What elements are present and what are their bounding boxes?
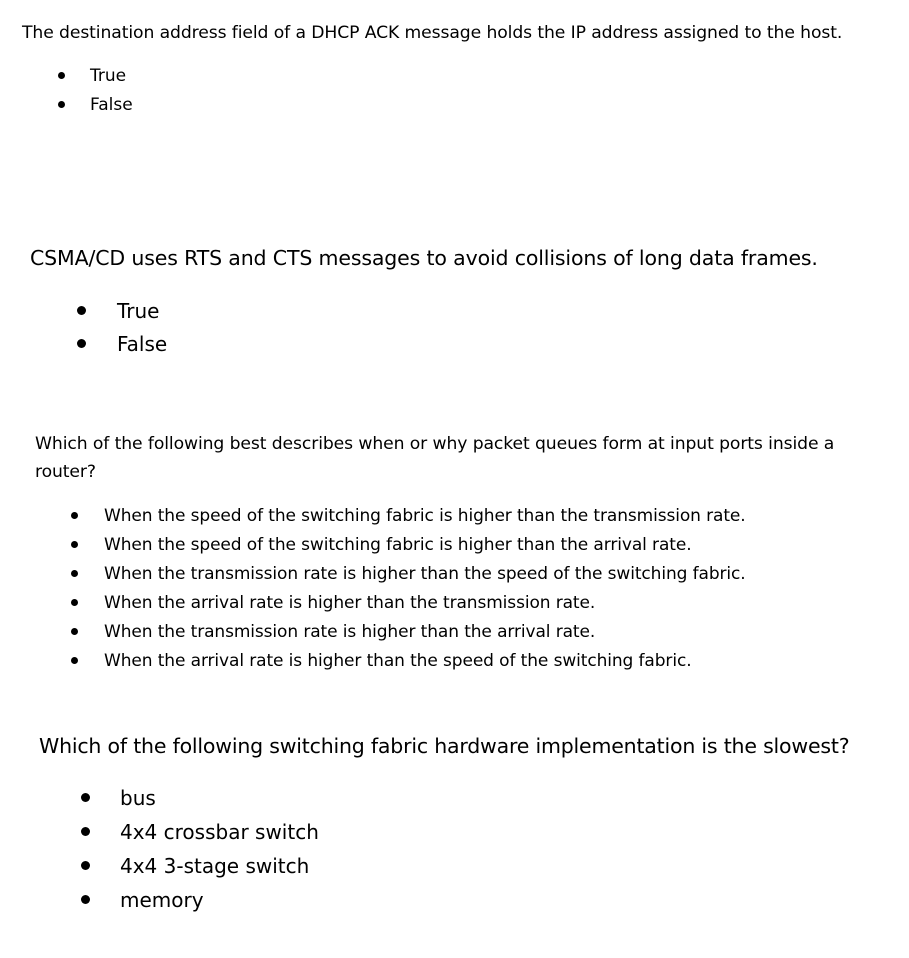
option-item [0, 531, 746, 560]
option-label: False [117, 332, 168, 356]
bullet-icon [81, 793, 90, 802]
question-text: Which of the following switching fabric hardware implementation is the slowest? [39, 734, 850, 758]
bullet-icon [71, 657, 78, 664]
option-item [0, 502, 746, 531]
bullet-icon [71, 570, 78, 577]
option-item [0, 589, 746, 618]
option-item [0, 647, 746, 676]
bullet-icon [81, 827, 90, 836]
option-item [0, 328, 167, 361]
option-item [0, 884, 319, 918]
option-item [0, 295, 167, 328]
option-label: When the transmission rate is higher than the speed of the switching fabric. [104, 564, 746, 584]
options-list [0, 782, 319, 918]
bullet-icon [71, 628, 78, 635]
question-text: Which of the following best describes when or why packet queues form at input ports inside a router? [35, 434, 835, 482]
option-item [0, 618, 746, 647]
option-label: True [117, 299, 160, 323]
bullet-icon [71, 599, 78, 606]
bullet-icon [77, 306, 86, 315]
option-label: 4x4 3-stage switch [120, 854, 310, 878]
option-item [0, 850, 319, 884]
bullet-icon [58, 72, 65, 79]
option-label: memory [120, 888, 204, 912]
question-text: The destination address field of a DHCP ACK message holds the IP address assigned to the host. [22, 23, 843, 43]
bullet-icon [71, 512, 78, 519]
option-label: When the transmission rate is higher than the arrival rate. [104, 622, 596, 642]
option-label: 4x4 crossbar switch [120, 820, 319, 844]
options-list [0, 295, 167, 361]
bullet-icon [58, 101, 65, 108]
bullet-icon [71, 541, 78, 548]
option-label: False [90, 95, 133, 115]
bullet-icon [77, 339, 86, 348]
option-item [0, 63, 133, 92]
option-item [0, 782, 319, 816]
option-label: When the speed of the switching fabric is higher than the arrival rate. [104, 535, 692, 555]
option-label: bus [120, 786, 156, 810]
bullet-icon [81, 861, 90, 870]
option-label: When the arrival rate is higher than the speed of the switching fabric. [104, 651, 692, 671]
options-list [0, 63, 133, 121]
option-item [0, 560, 746, 589]
options-list [0, 502, 746, 676]
option-label: When the arrival rate is higher than the transmission rate. [104, 593, 596, 613]
option-item [0, 92, 133, 121]
question-text: CSMA/CD uses RTS and CTS messages to avoid collisions of long data frames. [30, 246, 818, 270]
option-label: True [90, 66, 127, 86]
bullet-icon [81, 895, 90, 904]
option-item [0, 816, 319, 850]
option-label: When the speed of the switching fabric is higher than the transmission rate. [104, 506, 746, 526]
